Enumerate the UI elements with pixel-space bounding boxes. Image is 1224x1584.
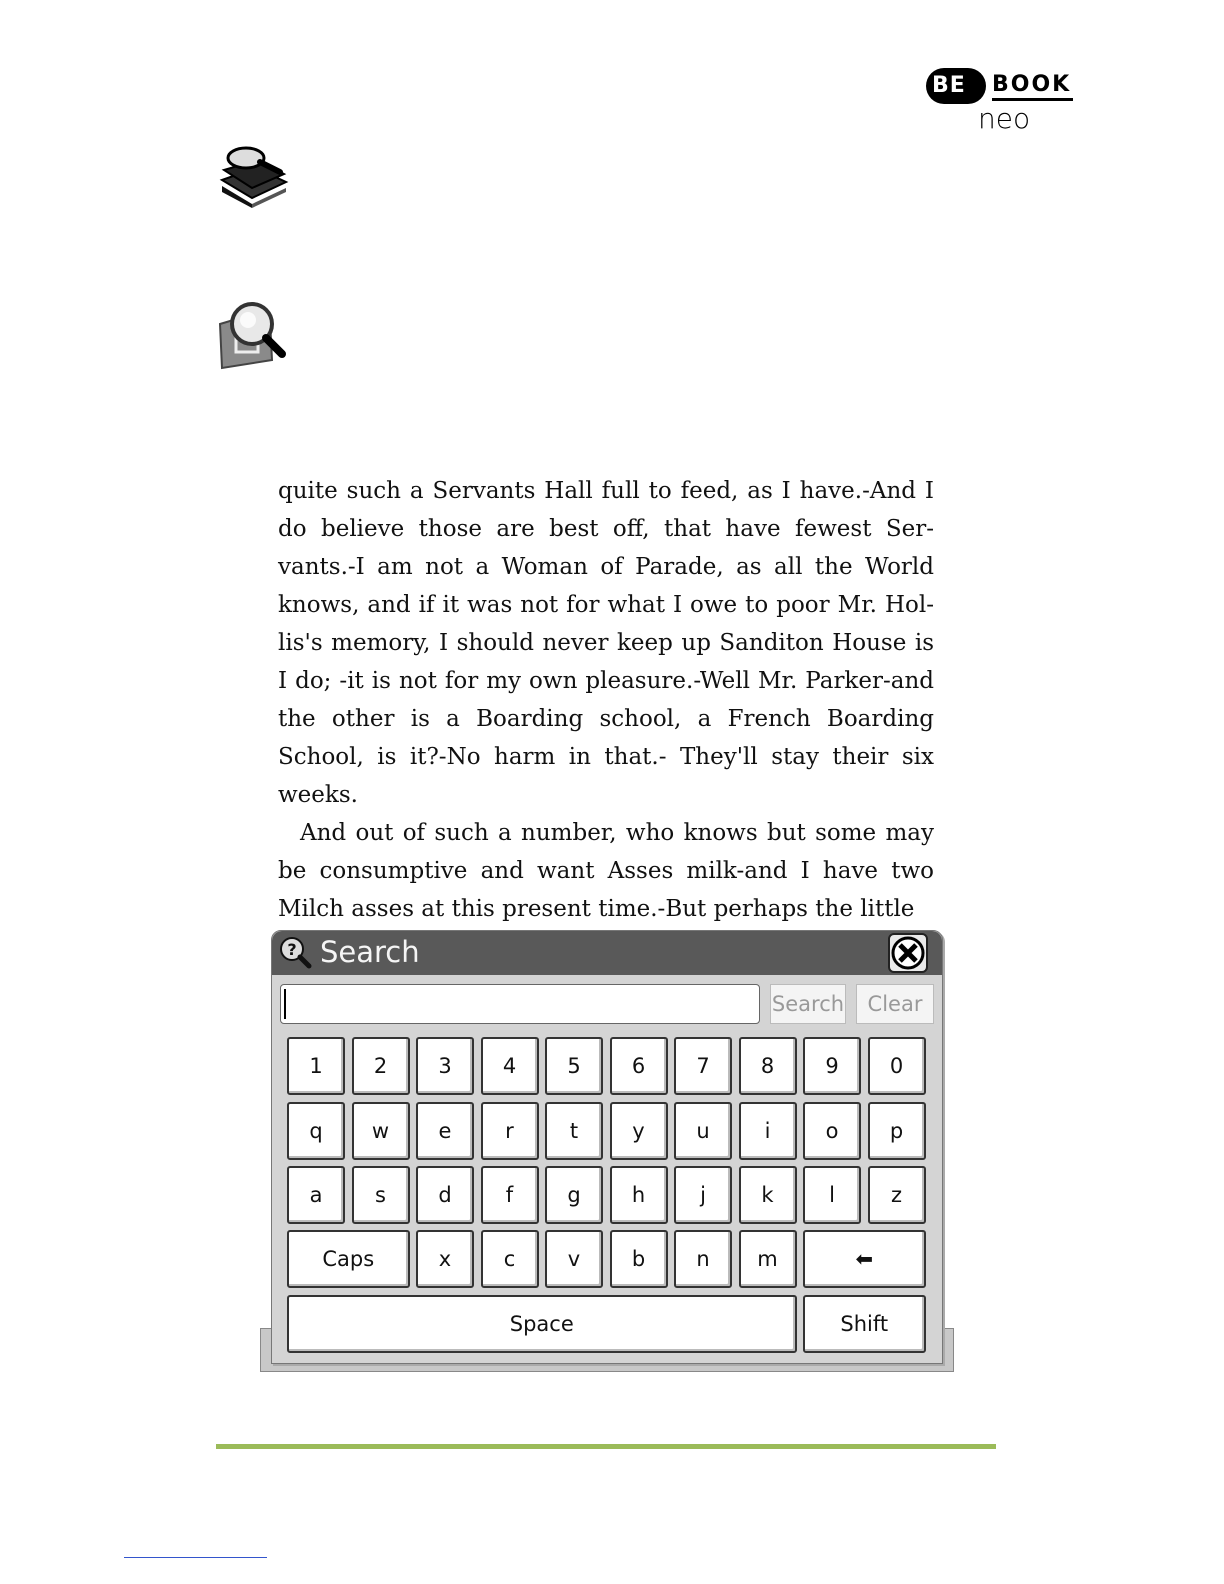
key-u[interactable]: u	[674, 1102, 732, 1160]
text-line: knows, and if it was not for what I owe to poor Mr. Hol-	[278, 592, 934, 618]
logo-mark-text: BE	[932, 73, 966, 98]
key-w[interactable]: w	[352, 1102, 410, 1160]
key-6[interactable]: 6	[610, 1037, 668, 1095]
key-r[interactable]: r	[481, 1102, 539, 1160]
footnote-rule	[124, 1557, 267, 1558]
key-4[interactable]: 4	[481, 1037, 539, 1095]
text-line: be consumptive and want Asses milk-and I have two	[278, 858, 934, 884]
text-line: quite such a Servants Hall full to feed, as I have.-And I	[278, 478, 934, 504]
dialog-titlebar	[272, 931, 942, 975]
book-page-text	[278, 472, 934, 928]
key-a[interactable]: a	[287, 1166, 345, 1224]
key-f[interactable]: f	[481, 1166, 539, 1224]
text-line: weeks.	[278, 782, 358, 808]
search-dialog	[271, 930, 943, 1364]
close-icon	[890, 935, 926, 971]
text-line: Milch asses at this present time.-But perhaps the little	[278, 896, 915, 922]
text-line: vants.-I am not a Woman of Parade, as all the World	[278, 554, 934, 580]
key-m[interactable]: m	[739, 1230, 797, 1288]
text-line: And out of such a number, who knows but some may	[300, 820, 934, 846]
key-s[interactable]: s	[352, 1166, 410, 1224]
text-caret	[284, 989, 286, 1019]
key-l[interactable]: l	[803, 1166, 861, 1224]
key-o[interactable]: o	[803, 1102, 861, 1160]
key-9[interactable]: 9	[803, 1037, 861, 1095]
key-c[interactable]: c	[481, 1230, 539, 1288]
key-e[interactable]: e	[416, 1102, 474, 1160]
key-0[interactable]: 0	[868, 1037, 926, 1095]
bebook-neo-logo	[926, 68, 1096, 138]
key-v[interactable]: v	[545, 1230, 603, 1288]
clear-button[interactable]: Clear	[856, 984, 934, 1024]
key-b[interactable]: b	[610, 1230, 668, 1288]
text-line: I do; -it is not for my own pleasure.-Well Mr. Parker-and	[278, 668, 934, 694]
key-t[interactable]: t	[545, 1102, 603, 1160]
key-g[interactable]: g	[545, 1166, 603, 1224]
close-button[interactable]	[888, 933, 928, 973]
key-3[interactable]: 3	[416, 1037, 474, 1095]
paragraph-1	[278, 472, 934, 814]
footer-rule	[216, 1444, 996, 1449]
key-8[interactable]: 8	[739, 1037, 797, 1095]
books-search-icon	[216, 142, 290, 214]
dialog-title: Search	[320, 935, 420, 969]
folder-search-icon	[216, 298, 290, 370]
key-j[interactable]: j	[674, 1166, 732, 1224]
text-line: School, is it?-No harm in that.- They'll stay their six	[278, 744, 934, 770]
text-line: the other is a Boarding school, a French Boarding	[278, 706, 934, 732]
backspace-key[interactable]: ⬅	[803, 1230, 926, 1288]
search-input[interactable]	[280, 984, 760, 1024]
search-button[interactable]: Search	[770, 984, 846, 1024]
shift-key[interactable]: Shift	[803, 1295, 926, 1353]
text-line: do believe those are best off, that have fewest Ser-	[278, 516, 934, 542]
logo-word: BOOK	[992, 72, 1073, 101]
key-k[interactable]: k	[739, 1166, 797, 1224]
logo-sub: neo	[978, 102, 1031, 135]
key-7[interactable]: 7	[674, 1037, 732, 1095]
key-2[interactable]: 2	[352, 1037, 410, 1095]
key-i[interactable]: i	[739, 1102, 797, 1160]
svg-text:?: ?	[287, 940, 297, 959]
key-z[interactable]: z	[868, 1166, 926, 1224]
key-d[interactable]: d	[416, 1166, 474, 1224]
space-key[interactable]: Space	[287, 1295, 797, 1353]
key-1[interactable]: 1	[287, 1037, 345, 1095]
caps-key[interactable]: Caps	[287, 1230, 410, 1288]
key-p[interactable]: p	[868, 1102, 926, 1160]
key-5[interactable]: 5	[545, 1037, 603, 1095]
key-q[interactable]: q	[287, 1102, 345, 1160]
logo-mark	[926, 68, 986, 104]
help-search-icon	[278, 935, 312, 969]
paragraph-2	[278, 814, 934, 928]
key-y[interactable]: y	[610, 1102, 668, 1160]
text-line: lis's memory, I should never keep up Sanditon House is	[278, 630, 934, 656]
key-h[interactable]: h	[610, 1166, 668, 1224]
key-x[interactable]: x	[416, 1230, 474, 1288]
key-n[interactable]: n	[674, 1230, 732, 1288]
